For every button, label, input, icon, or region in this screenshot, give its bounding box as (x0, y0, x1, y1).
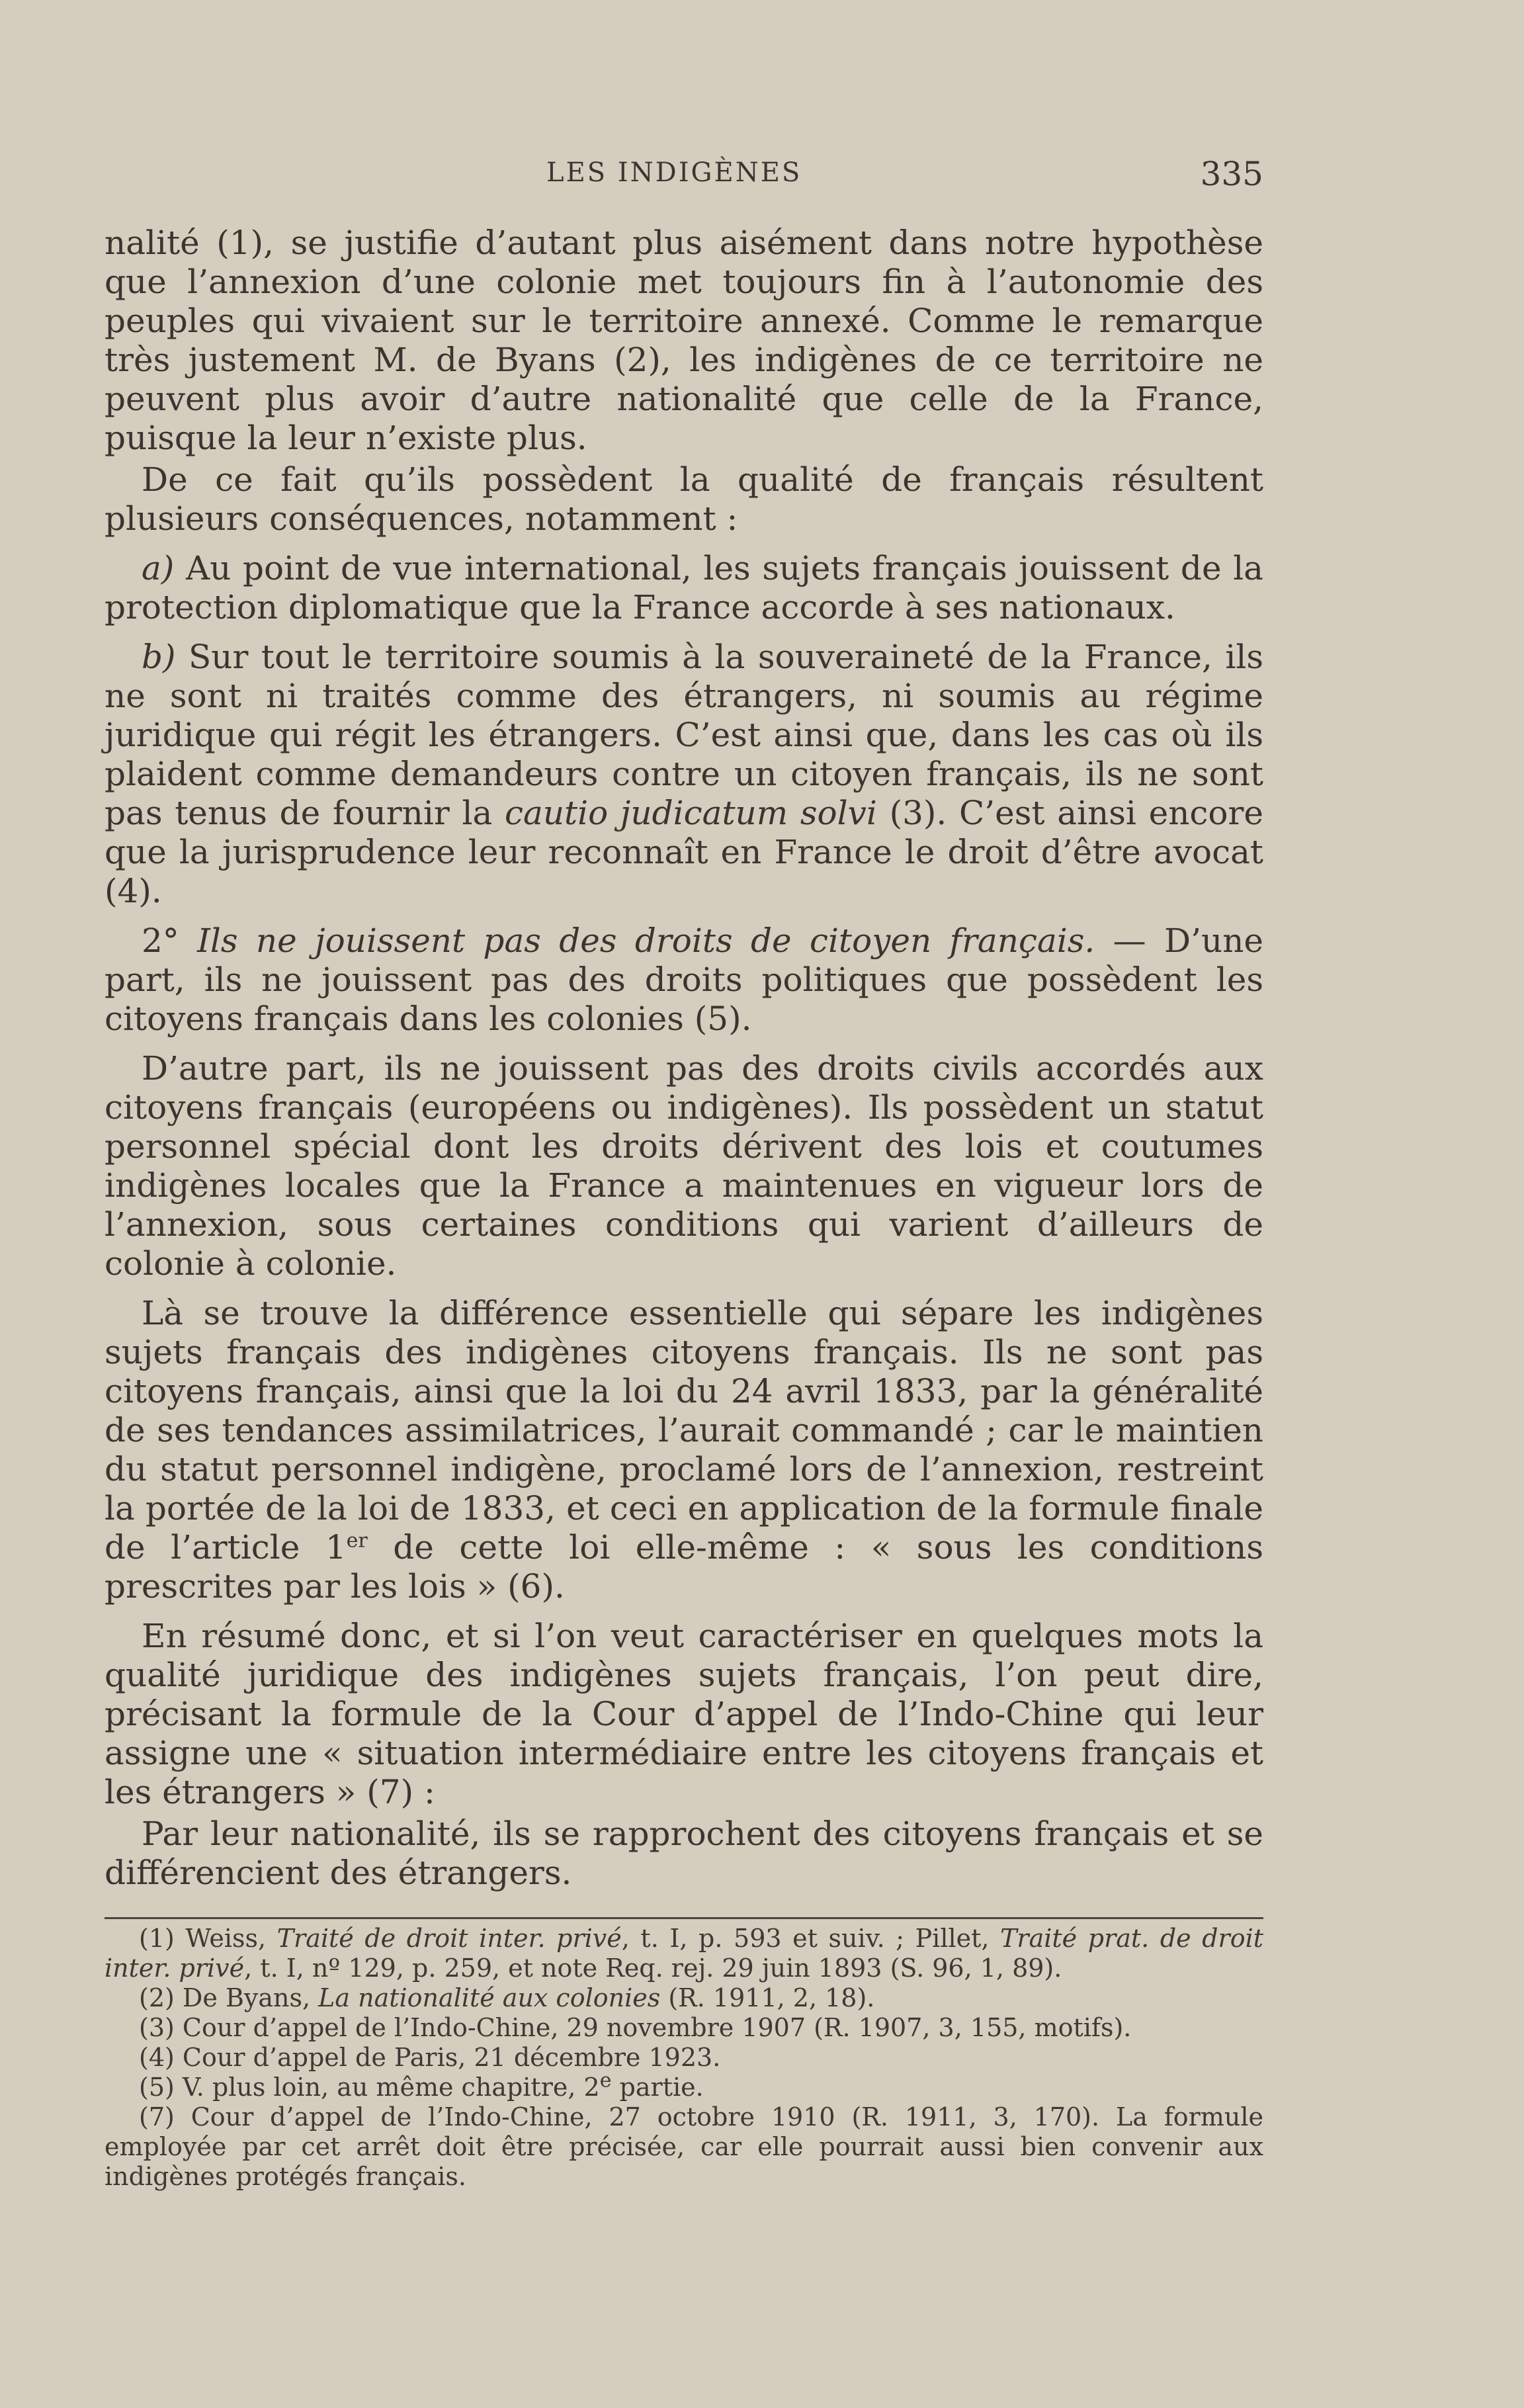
footnotes (105, 1924, 1263, 2192)
paragraph-a-text: Au point de vue international, les sujets français jouissent de la protection diplomatique que la France accorde à ses nationaux. (105, 549, 1263, 626)
footnote-1-text-2: , t. I, p. 593 et suiv. ; Pillet, (621, 1924, 1001, 1953)
paragraph-7 (105, 1294, 1263, 1606)
footnote-3: (3) Cour d’appel de l’Indo-Chine, 29 novembre 1907 (R. 1907, 3, 155, motifs). (139, 2013, 1132, 2042)
footnote-5-text-2: partie. (611, 2073, 704, 2102)
paragraph-b-text-2: (3). C’est ainsi encore que la jurisprudence leur reconnaît en France le droit d’être avocat (4). (105, 794, 1263, 910)
footnote-5-superscript: e (599, 2069, 612, 2092)
main-text (105, 224, 1263, 1903)
latin-term: cautio judicatum solvi (505, 794, 877, 832)
paragraph-7-text-1: Là se trouve la différence essentielle qui sépare les indigènes sujets français des indigènes citoyens français. Ils ne sont pas citoyens français, ainsi que la loi du 24 avril 1833, par la généralité de ses tendances assimilatrices, l’aurait commandé ; car le maintien du statut personnel indigène, proclamé lors de l’annexion, restreint la portée de la loi de 1833, et ceci en application de la formule finale de l’article 1 (105, 1294, 1263, 1567)
paragraph-7-text-2: de cette loi elle-même : « sous les conditions prescrites par les lois » (6). (105, 1528, 1263, 1606)
paragraph-6: D’autre part, ils ne jouissent pas des droits civils accordés aux citoyens français (européens ou indigènes). Ils possèdent un statut personnel spécial dont les droits dérivent des lois et coutumes indigènes locales que la France a maintenues en vigueur lors de l’annexion, sous certaines conditions qui varient d’ailleurs de colonie à colonie. (105, 1049, 1263, 1283)
footnote-1-text-3: , t. I, nº 129, p. 259, et note Req. rej. 29 juin 1893 (S. 96, 1, 89). (244, 1954, 1062, 1983)
footnote-1-title-2: Traité prat. de droit inter. privé (105, 1924, 1264, 1983)
footnote-1-title-1: Traité de droit inter. privé (276, 1924, 622, 1953)
paragraph-a (105, 549, 1263, 627)
footnote-2-text-2: (R. 1911, 2, 18). (660, 1983, 875, 2012)
paragraph-b (105, 638, 1263, 911)
footnote-5 (105, 2069, 1263, 2102)
page-header (0, 151, 1524, 204)
paragraph-2: De ce fait qu’ils possèdent la qualité de français résultent plusieurs conséquences, notamment : (105, 460, 1263, 538)
footnote-2 (105, 1983, 1263, 2013)
superscript-er: er (346, 1529, 368, 1553)
paragraph-1: nalité (1), se justifie d’autant plus aisément dans notre hypothèse que l’annexion d’une colonie met toujours fin à l’autonomie des peuples qui vivaient sur le territoire annexé. Comme le remarque très justement M. de Byans (2), les indigènes de ce territoire ne peuvent plus avoir d’autre nationalité que celle de la France, puisque la leur n’existe plus. (105, 224, 1263, 457)
paragraph-9: Par leur nationalité, ils se rapprochent des citoyens français et se différencient des étrangers. (105, 1815, 1263, 1892)
item-label-a: a) (142, 549, 175, 587)
item-label-b: b) (142, 638, 176, 676)
footnote-1-text: (1) Weiss, (139, 1924, 277, 1953)
running-title: LES INDIGÈNES (546, 157, 802, 188)
paragraph-b-text-1: Sur tout le territoire soumis à la souveraineté de la France, ils ne sont ni traités comme des étrangers, ni soumis au régime juridique qui régit les étrangers. C’est ainsi que, dans les cas où ils plaident comme demandeurs contre un citoyen français, ils ne sont pas tenus de fournir la (105, 638, 1263, 832)
section-heading: Ils ne jouissent pas des droits de citoyen français. (179, 922, 1095, 960)
footnote-5-text: (5) V. plus loin, au même chapitre, 2 (139, 2073, 600, 2102)
section-2-text: — D’une part, ils ne jouissent pas des droits politiques que possèdent les citoyens français dans les colonies (5). (105, 922, 1264, 1038)
footnote-1 (105, 1924, 1263, 1983)
footnote-2-title: La nationalité aux colonies (318, 1983, 661, 2012)
section-number: 2° (142, 922, 179, 960)
paragraph-8: En résumé donc, et si l’on veut caractériser en quelques mots la qualité juridique des indigènes sujets français, l’on peut dire, précisant la formule de la Cour d’appel de l’Indo-Chine qui leur assigne une « situation intermédiaire entre les citoyens français et les étrangers » (7) : (105, 1617, 1263, 1811)
footnote-2-text: (2) De Byans, (139, 1983, 319, 2012)
footnote-7: (7) Cour d’appel de l’Indo-Chine, 27 octobre 1910 (R. 1911, 3, 170). La formule employée par cet arrêt doit être précisée, car elle pourrait aussi bien convenir aux indigènes protégés français. (105, 2102, 1263, 2191)
page-number: 335 (1200, 155, 1263, 193)
footnote-divider (105, 1917, 1263, 1919)
footnote-4: (4) Cour d’appel de Paris, 21 décembre 1923. (139, 2043, 721, 2072)
section-2 (105, 922, 1263, 1039)
